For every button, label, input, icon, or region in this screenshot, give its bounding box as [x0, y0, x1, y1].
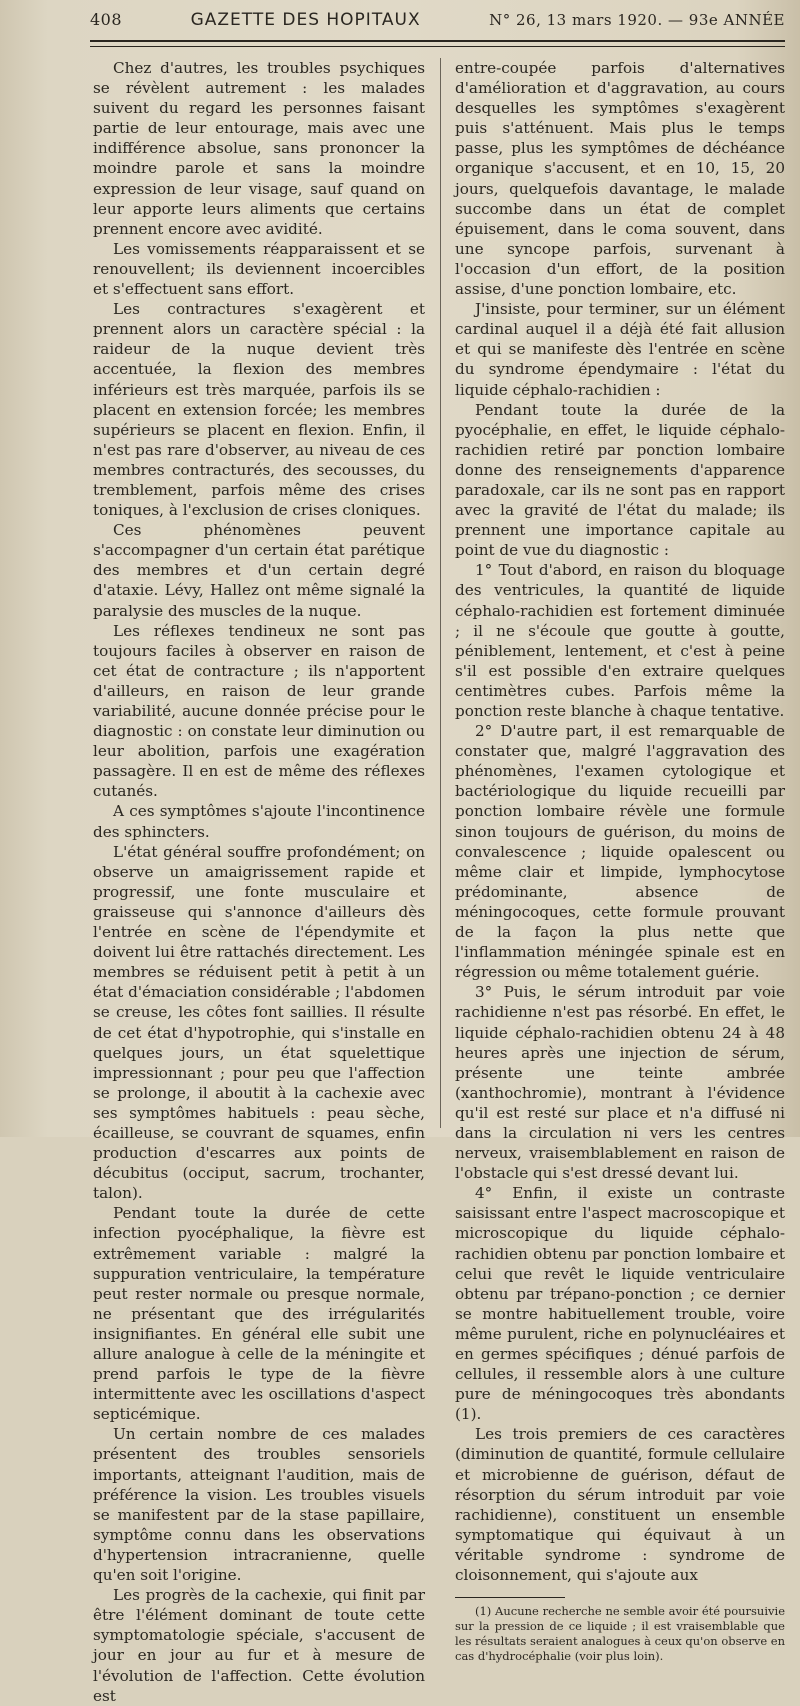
- page-number: 408: [90, 10, 123, 29]
- footnote-rule: [455, 1597, 565, 1598]
- paragraph: Pendant toute la durée de cette infection pyocéphalique, la fièvre est extrêmement variable : malgré la suppuration ventriculaire, la température peut rester normale ou presque normale, ne présentant que des irrégularités insignifiantes. En général elle subit une allure analogue à celle de la méningite et prend parfois le type de la fièvre intermittente avec les oscillations d'aspect septicémique.: [93, 1204, 425, 1424]
- header-rule: [90, 40, 785, 42]
- paragraph: 2° D'autre part, il est remarquable de constater que, malgré l'aggravation des phénomènes, l'examen cytologique et bactériologique du liquide recueilli par ponction lombaire révèle une formule sinon toujours de guérison, du moins de convalescence ; liquide opalescent ou même clair et limpide, lymphocytose prédominante, absence de méningocoques, cette formule prouvant de la façon la plus nette que l'inflammation méningée spinale est en régression ou même totalement guérie.: [455, 722, 785, 982]
- page-header: [90, 10, 785, 40]
- paragraph: Chez d'autres, les troubles psychiques se révèlent autrement : les malades suivent du regard les personnes faisant partie de leur entourage, mais avec une indifférence absolue, sans prononcer la moindre parole et sans la moindre expression de leur visage, sauf quand on leur apporte leurs aliments que certains prennent encore avec avidité.: [93, 59, 425, 238]
- paragraph: A ces symptômes s'ajoute l'incontinence des sphincters.: [93, 802, 425, 841]
- paragraph: entre-coupée parfois d'alternatives d'amélioration et d'aggravation, au cours desquelles les symptômes s'exagèrent puis s'atténuent. Mais plus le temps passe, plus les symptômes de déchéance organique s'accusent, et en 10, 15, 20 jours, quelquefois davantage, le malade succombe dans un état de complet épuisement, dans le coma souvent, dans une syncope parfois, survenant à l'occasion d'un effort, de la position assise, d'une ponction lombaire, etc.: [455, 59, 785, 299]
- issue-info: N° 26, 13 mars 1920. — 93e ANNÉE: [489, 11, 785, 29]
- paragraph: L'état général souffre profondément; on observe un amaigrissement rapide et progressif, une fonte musculaire et graisseuse qui s'annonce d'ailleurs dès l'entrée en scène de l'épendymite et doivent lui être rattachés directement. Les membres se réduisent petit à petit à un état d'émaciation considérable ; l'abdomen se creuse, les côtes font saillies. Il résulte de cet état d'hypotrophie, qui s'installe en quelques jours, un état squelettique impressionnant ; pour peu que l'affection se prolonge, il aboutit à la cachexie avec ses symptômes habituels : peau sèche, écailleuse, se couvrant de squames, enfin production d'escarres aux points de décubitus (occiput, sacrum, trochanter, talon).: [93, 842, 425, 1203]
- column-divider: [440, 58, 441, 1128]
- paragraph: 4° Enfin, il existe un contraste saisissant entre l'aspect macroscopique et microscopique du liquide céphalo-rachidien obtenu par ponction lombaire et celui que revêt le liquide ventriculaire obtenu par trépano-ponction ; ce dernier se montre habituellement trouble, voire même purulent, riche en polynucléaires et en germes spécifiques ; dénué parfois de cellules, il ressemble alors à une culture pure de méningocoques très abondants (1).: [455, 1184, 785, 1424]
- paragraph: Pendant toute la durée de la pyocéphalie, en effet, le liquide céphalo-rachidien retiré par ponction lombaire donne des renseignements d'apparence paradoxale, car ils ne sont pas en rapport avec la gravité de l'état du malade; ils prennent une importance capitale au point de vue du diagnostic :: [455, 400, 785, 560]
- paragraph: Les progrès de la cachexie, qui finit par être l'élément dominant de toute cette symptomatologie spéciale, s'accusent de jour en jour au fur et à mesure de l'évolution de l'affection. Cette évolution est: [93, 1586, 425, 1705]
- paragraph: Un certain nombre de ces malades présentent des troubles sensoriels importants, atteignant l'audition, mais de préférence la vision. Les troubles visuels se manifestent par de la stase papillaire, symptôme connu dans les observations d'hypertension intracranienne, quelle qu'en soit l'origine.: [93, 1425, 425, 1585]
- paragraph: J'insiste, pour terminer, sur un élément cardinal auquel il a déjà été fait allusion et qui se manifeste dès l'entrée en scène du syndrome épendymaire : l'état du liquide céphalo-rachidien :: [455, 300, 785, 399]
- paragraph: Les trois premiers de ces caractères (diminution de quantité, formule cellulaire et microbienne de guérison, défaut de résorption du sérum introduit par voie rachidienne), constituent un ensemble symptomatique qui équivaut à un véritable syndrome : syndrome de cloisonnement, qui s'ajoute aux: [455, 1425, 785, 1585]
- left-column: [93, 58, 425, 1706]
- paragraph: Les contractures s'exagèrent et prennent alors un caractère spécial : la raideur de la nuque devient très accentuée, la flexion des membres inférieurs est très marquée, parfois ils se placent en extension forcée; les membres supérieurs se placent en flexion. Enfin, il n'est pas rare d'observer, au niveau de ces membres contracturés, des secousses, du tremblement, parfois même des crises toniques, à l'exclusion de crises cloniques.: [93, 300, 425, 520]
- paragraph: Ces phénomènes peuvent s'accompagner d'un certain état parétique des membres et d'un certain degré d'ataxie. Lévy, Hallez ont même signalé la paralysie des muscles de la nuque.: [93, 521, 425, 620]
- paragraph: Les vomissements réapparaissent et se renouvellent; ils deviennent incoercibles et s'effectuent sans effort.: [93, 239, 425, 299]
- paragraph: 3° Puis, le sérum introduit par voie rachidienne n'est pas résorbé. En effet, le liquide céphalo-rachidien obtenu 24 à 48 heures après une injection de sérum, présente une teinte ambrée (xanthochromie), montrant à l'évidence qu'il est resté sur place et n'a diffusé ni dans la circulation ni vers les centres nerveux, vraisemblablement en raison de l'obstacle qui s'est dressé devant lui.: [455, 983, 785, 1183]
- header-rule-thin: [90, 46, 785, 47]
- paragraph: Les réflexes tendineux ne sont pas toujours faciles à observer en raison de cet état de contracture ; ils n'apportent d'ailleurs, en raison de leur grande variabilité, aucune donnée précise pour le diagnostic : on constate leur diminution ou leur abolition, parfois une exagération passagère. Il en est de même des réflexes cutanés.: [93, 621, 425, 801]
- footnote: (1) Aucune recherche ne semble avoir été poursuivie sur la pression de ce liquide ; il est vraisemblable que les résultats seraient analogues à ceux qu'on observe en cas d'hydrocéphalie (voir plus loin).: [455, 1604, 785, 1664]
- paragraph: 1° Tout d'abord, en raison du bloquage des ventricules, la quantité de liquide céphalo-rachidien est fortement diminuée ; il ne s'écoule que goutte à goutte, péniblement, lentement, et c'est à peine s'il est possible d'en extraire quelques centimètres cubes. Parfois même la ponction reste blanche à chaque tentative.: [455, 561, 785, 720]
- publication-title: GAZETTE DES HOPITAUX: [190, 10, 421, 30]
- right-column: [455, 58, 785, 1664]
